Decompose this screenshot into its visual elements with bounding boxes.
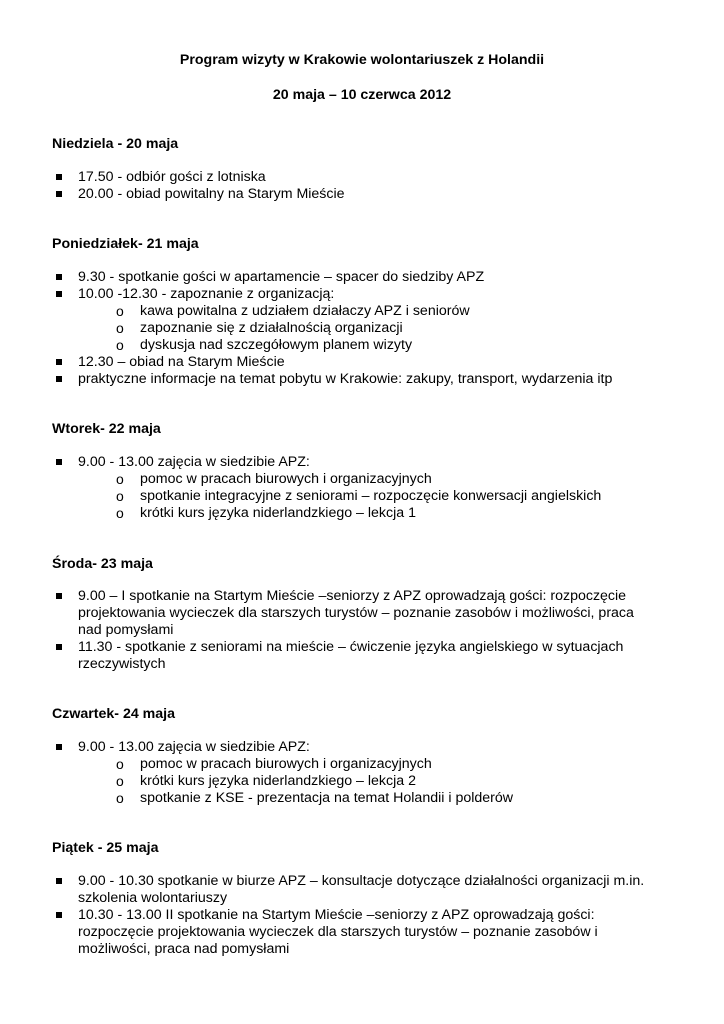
- square-bullet-icon: [56, 459, 62, 465]
- day-item-list: [0, 454, 724, 522]
- circle-bullet-icon: o: [116, 320, 124, 336]
- sub-list-item: o pomoc w pracach biurowych i organizacyjnych: [116, 756, 432, 772]
- list-item: 9.00 - 13.00 zajęcia w siedzibie APZ: o pomoc w pracach biurowych i organizacyjnych o krótki kurs języka niderlandzkiego – lekcja 2 o spotkanie z KSE - prezentacja na temat Holandii i polderów: [0, 739, 658, 807]
- circle-bullet-icon: o: [116, 756, 124, 772]
- list-item: 11.30 - spotkanie z seniorami na mieście – ćwiczenie języka angielskiego w sytuacjach rzeczywistych: [0, 639, 658, 673]
- list-item: 9.00 - 10.30 spotkanie w biurze APZ – konsultacje dotyczące działalności organizacji m.in. szkolenia wolontariuszy: [0, 873, 658, 907]
- day-item-list: [0, 873, 724, 958]
- circle-bullet-icon: o: [116, 488, 124, 504]
- sub-item-list: [78, 471, 658, 522]
- list-item: 10.00 -12.30 - zapoznanie z organizacją: o kawa powitalna z udziałem działaczy APZ i seniorów o zapoznanie się z działalnością organizacji o dyskusja nad szczegółowym planem wizyty: [0, 286, 658, 354]
- square-bullet-icon: [56, 644, 62, 650]
- list-item: 9.30 - spotkanie gości w apartamencie – spacer do siedziby APZ: [0, 269, 658, 286]
- day-heading: Wtorek- 22 maja: [52, 421, 161, 437]
- sub-item-list: [78, 303, 658, 354]
- sub-list-item: o spotkanie integracyjne z seniorami – rozpoczęcie konwersacji angielskich: [116, 488, 602, 504]
- square-bullet-icon: [56, 376, 62, 382]
- sub-list-item: o kawa powitalna z udziałem działaczy APZ i seniorów: [116, 303, 470, 319]
- list-item: 12.30 – obiad na Starym Mieście: [0, 354, 658, 371]
- day-heading: Niedziela - 20 maja: [52, 136, 179, 152]
- square-bullet-icon: [56, 744, 62, 750]
- day-item-list: [0, 588, 724, 673]
- square-bullet-icon: [56, 174, 62, 180]
- circle-bullet-icon: o: [116, 790, 124, 806]
- circle-bullet-icon: o: [116, 773, 124, 789]
- list-item: 17.50 - odbiór gości z lotniska: [0, 169, 658, 186]
- sub-item-list: [78, 756, 658, 807]
- circle-bullet-icon: o: [116, 505, 124, 521]
- square-bullet-icon: [56, 878, 62, 884]
- list-item: 20.00 - obiad powitalny na Starym Mieście: [0, 186, 658, 203]
- day-heading: Czwartek- 24 maja: [52, 706, 176, 722]
- circle-bullet-icon: o: [116, 471, 124, 487]
- day-item-list: [0, 269, 724, 388]
- square-bullet-icon: [56, 191, 62, 197]
- square-bullet-icon: [56, 912, 62, 918]
- sub-list-item: o krótki kurs języka niderlandzkiego – lekcja 1: [116, 505, 416, 521]
- sub-list-item: o krótki kurs języka niderlandzkiego – lekcja 2: [116, 773, 416, 789]
- circle-bullet-icon: o: [116, 303, 124, 319]
- sub-list-item: o pomoc w pracach biurowych i organizacyjnych: [116, 471, 432, 487]
- day-heading: Piątek - 25 maja: [52, 840, 159, 856]
- day-heading: Środa- 23 maja: [52, 556, 153, 572]
- square-bullet-icon: [56, 593, 62, 599]
- circle-bullet-icon: o: [116, 337, 124, 353]
- list-item: 9.00 – I spotkanie na Startym Mieście –seniorzy z APZ oprowadzają gości: rozpoczęcie projektowania wycieczek dla starszych turystów – poznanie zasobów i możliwości, praca nad pomysłami: [0, 588, 658, 639]
- sub-list-item: o zapoznanie się z działalnością organizacji: [116, 320, 403, 336]
- square-bullet-icon: [56, 274, 62, 280]
- day-item-list: [0, 169, 724, 203]
- day-heading: Poniedziałek- 21 maja: [52, 236, 199, 252]
- list-item: 9.00 - 13.00 zajęcia w siedzibie APZ: o pomoc w pracach biurowych i organizacyjnych o spotkanie integracyjne z seniorami – rozpoczęcie konwersacji angielskich o krótki kurs języka niderlandzkiego – lekcja 1: [0, 454, 658, 522]
- sub-list-item: o dyskusja nad szczegółowym planem wizyty: [116, 337, 413, 353]
- square-bullet-icon: [56, 359, 62, 365]
- sub-list-item: o spotkanie z KSE - prezentacja na temat Holandii i polderów: [116, 790, 514, 806]
- document-dates: 20 maja – 10 czerwca 2012: [272, 87, 452, 103]
- list-item: 10.30 - 13.00 II spotkanie na Startym Mieście –seniorzy z APZ oprowadzają gości: rozpoczęcie projektowania wycieczek dla starszych turystów – poznanie zasobów i możliwości, praca nad pomysłami: [0, 907, 658, 958]
- day-item-list: [0, 739, 724, 807]
- square-bullet-icon: [56, 291, 62, 297]
- document-title: Program wizyty w Krakowie wolontariuszek z Holandii: [179, 52, 545, 68]
- list-item: praktyczne informacje na temat pobytu w Krakowie: zakupy, transport, wydarzenia itp: [0, 371, 658, 388]
